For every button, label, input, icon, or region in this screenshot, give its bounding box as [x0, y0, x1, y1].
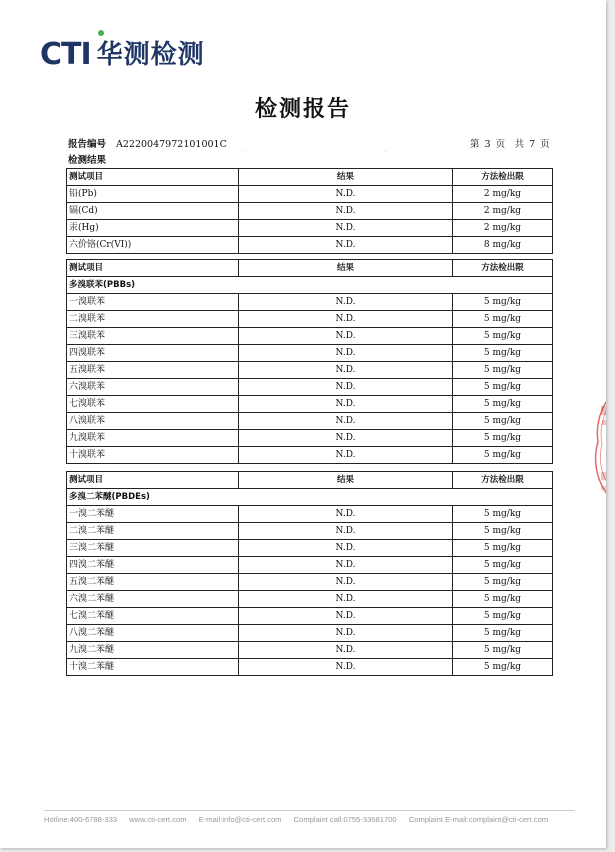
table-header-row — [67, 260, 553, 277]
report-number-value: A2220047972101001C — [116, 139, 227, 150]
detection-limit-cell: 5 mg/kg — [453, 557, 553, 574]
table-row — [67, 345, 553, 362]
detection-limit-cell: 2 mg/kg — [453, 186, 553, 203]
test-item-cell: 五溴联苯 — [67, 362, 239, 379]
results-table-pbbs — [66, 259, 553, 464]
result-cell: N.D. — [239, 659, 453, 676]
result-cell: N.D. — [239, 625, 453, 642]
logo-chinese: 华测检测 — [96, 40, 205, 70]
test-item-cell: 十溴二苯醚 — [67, 659, 239, 676]
table-row — [67, 625, 553, 642]
result-cell: N.D. — [239, 396, 453, 413]
group-label: 多溴二苯醚(PBDEs) — [67, 489, 553, 506]
page-title: 检测报告 — [254, 96, 351, 122]
test-item-cell: 四溴联苯 — [67, 345, 239, 362]
column-header: 测试项目 — [67, 472, 239, 489]
test-item-cell: 五溴二苯醚 — [67, 574, 239, 591]
table-row — [67, 220, 553, 237]
test-item-cell: 三溴联苯 — [67, 328, 239, 345]
detection-limit-cell: 5 mg/kg — [453, 430, 553, 447]
table-row — [67, 396, 553, 413]
detection-limit-cell: 5 mg/kg — [453, 574, 553, 591]
result-cell: N.D. — [239, 642, 453, 659]
footer-website[interactable]: www.cti-cert.com — [129, 815, 187, 824]
footer-complaint-call: Complaint call:0755-33681700 — [293, 815, 397, 824]
test-item-cell: 一溴联苯 — [67, 294, 239, 311]
result-cell: N.D. — [239, 294, 453, 311]
result-cell: N.D. — [239, 203, 453, 220]
detection-limit-cell: 5 mg/kg — [453, 659, 553, 676]
footer-complaint-email[interactable]: Complaint E-mail:complaint@cti-cert.com — [408, 815, 549, 824]
result-cell: N.D. — [239, 186, 453, 203]
test-item-cell: 九溴联苯 — [67, 430, 239, 447]
logo-latin: CTI — [40, 37, 91, 72]
detection-limit-cell: 2 mg/kg — [453, 203, 553, 220]
test-item-cell: 八溴二苯醚 — [67, 625, 239, 642]
test-item-cell: 镉(Cd) — [67, 203, 239, 220]
result-cell: N.D. — [239, 430, 453, 447]
report-number — [68, 136, 227, 150]
test-item-cell: 四溴二苯醚 — [67, 557, 239, 574]
scan-mark: . — [384, 147, 386, 154]
result-cell: N.D. — [239, 345, 453, 362]
test-item-cell: 六溴联苯 — [67, 379, 239, 396]
detection-limit-cell: 5 mg/kg — [453, 540, 553, 557]
detection-limit-cell: 5 mg/kg — [453, 328, 553, 345]
test-item-cell: 一溴二苯醚 — [67, 506, 239, 523]
table-row — [67, 591, 553, 608]
table-row — [67, 506, 553, 523]
result-cell: N.D. — [239, 557, 453, 574]
detection-limit-cell: 5 mg/kg — [453, 506, 553, 523]
detection-limit-cell: 5 mg/kg — [453, 523, 553, 540]
table-row — [67, 413, 553, 430]
table-row — [67, 379, 553, 396]
table-row — [67, 294, 553, 311]
detection-limit-cell: 5 mg/kg — [453, 625, 553, 642]
footer-hotline: Hotline:400-6788-333 — [44, 815, 118, 824]
scan-mark: . — [244, 147, 246, 154]
column-header: 测试项目 — [67, 169, 239, 186]
detection-limit-cell: 5 mg/kg — [453, 413, 553, 430]
test-item-cell: 二溴联苯 — [67, 311, 239, 328]
detection-limit-cell: 5 mg/kg — [453, 311, 553, 328]
table-row — [67, 237, 553, 254]
table-row — [67, 540, 553, 557]
result-cell: N.D. — [239, 362, 453, 379]
result-cell: N.D. — [239, 608, 453, 625]
column-header: 结果 — [239, 472, 453, 489]
footer — [44, 815, 584, 824]
table-row — [67, 362, 553, 379]
test-item-cell: 八溴联苯 — [67, 413, 239, 430]
result-cell: N.D. — [239, 311, 453, 328]
test-item-cell: 铅(Pb) — [67, 186, 239, 203]
table-header-row — [67, 169, 553, 186]
table-header-row — [67, 472, 553, 489]
detection-limit-cell: 5 mg/kg — [453, 396, 553, 413]
detection-limit-cell: 5 mg/kg — [453, 294, 553, 311]
result-cell: N.D. — [239, 413, 453, 430]
detection-limit-cell: 5 mg/kg — [453, 642, 553, 659]
result-cell: N.D. — [239, 447, 453, 464]
table-row — [67, 186, 553, 203]
detection-limit-cell: 5 mg/kg — [453, 447, 553, 464]
column-header: 方法检出限 — [453, 472, 553, 489]
detection-limit-cell: 5 mg/kg — [453, 608, 553, 625]
group-label: 多溴联苯(PBBs) — [67, 277, 553, 294]
report-number-label: 报告编号 — [68, 139, 107, 150]
test-item-cell: 七溴联苯 — [67, 396, 239, 413]
detection-limit-cell: 5 mg/kg — [453, 379, 553, 396]
test-item-cell: 十溴联苯 — [67, 447, 239, 464]
table-row — [67, 523, 553, 540]
table-row — [67, 608, 553, 625]
column-header: 结果 — [239, 260, 453, 277]
result-cell: N.D. — [239, 540, 453, 557]
result-cell: N.D. — [239, 237, 453, 254]
test-item-cell: 汞(Hg) — [67, 220, 239, 237]
group-row — [67, 489, 553, 506]
column-header: 方法检出限 — [453, 169, 553, 186]
detection-limit-cell: 5 mg/kg — [453, 345, 553, 362]
detection-limit-cell: 8 mg/kg — [453, 237, 553, 254]
result-cell: N.D. — [239, 574, 453, 591]
result-cell: N.D. — [239, 591, 453, 608]
logo-dot-icon — [98, 30, 104, 36]
footer-divider — [44, 810, 575, 811]
test-item-cell: 七溴二苯醚 — [67, 608, 239, 625]
result-cell: N.D. — [239, 523, 453, 540]
test-item-cell: 三溴二苯醚 — [67, 540, 239, 557]
column-header: 结果 — [239, 169, 453, 186]
results-table-pbdes — [66, 471, 553, 676]
red-seal-stamp — [592, 392, 606, 502]
table-row — [67, 642, 553, 659]
result-cell: N.D. — [239, 506, 453, 523]
table-row — [67, 430, 553, 447]
detection-limit-cell: 2 mg/kg — [453, 220, 553, 237]
page-number: 第 3 页 共 7 页 — [470, 139, 550, 150]
cti-logo — [40, 38, 205, 72]
table-row — [67, 203, 553, 220]
table-row — [67, 311, 553, 328]
test-item-cell: 九溴二苯醚 — [67, 642, 239, 659]
table-row — [67, 659, 553, 676]
table-row — [67, 574, 553, 591]
test-item-cell: 六价铬(Cr(VI)) — [67, 237, 239, 254]
detection-limit-cell: 5 mg/kg — [453, 591, 553, 608]
results-table-heavy-metals — [66, 168, 553, 254]
test-item-cell: 六溴二苯醚 — [67, 591, 239, 608]
result-cell: N.D. — [239, 220, 453, 237]
column-header: 测试项目 — [67, 260, 239, 277]
detection-limit-cell: 5 mg/kg — [453, 362, 553, 379]
result-cell: N.D. — [239, 379, 453, 396]
table-row — [67, 328, 553, 345]
table-row — [67, 447, 553, 464]
table-row — [67, 557, 553, 574]
result-cell: N.D. — [239, 328, 453, 345]
test-item-cell: 二溴二苯醚 — [67, 523, 239, 540]
column-header: 方法检出限 — [453, 260, 553, 277]
group-row — [67, 277, 553, 294]
section-label: 检测结果 — [68, 155, 107, 166]
footer-email[interactable]: E-mail:info@cti-cert.com — [198, 815, 282, 824]
